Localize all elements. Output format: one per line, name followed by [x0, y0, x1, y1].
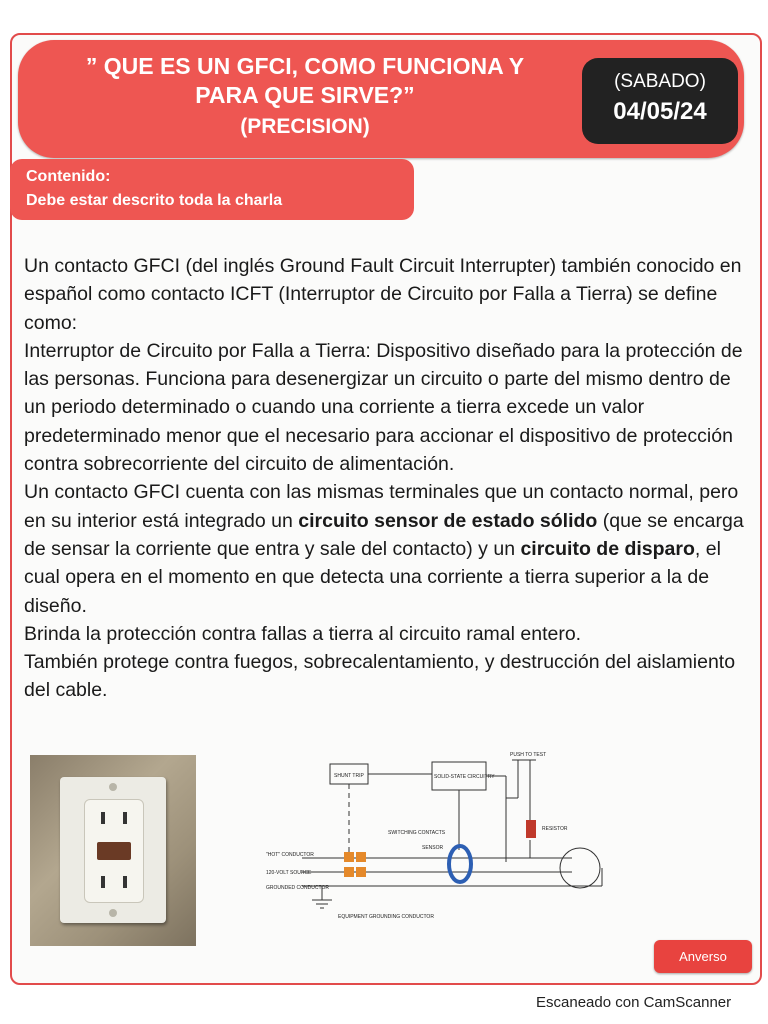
- label-push-to-test: PUSH TO TEST: [510, 752, 547, 758]
- title-subtitle: (PRECISION): [240, 115, 370, 138]
- scanner-watermark: Escaneado con CamScanner: [536, 994, 732, 1011]
- paragraph-1: Un contacto GFCI (del inglés Ground Fault Circuit Interrupter) también conocido en español como contacto ICFT (Interruptor de Circuito por Falla a Tierra) se define como:: [24, 255, 742, 334]
- receptacle-icon: [560, 848, 600, 888]
- label-equipment-grounding: EQUIPMENT GROUNDING CONDUCTOR: [338, 914, 434, 920]
- paragraph-3: [24, 478, 754, 619]
- anverso-badge: Anverso: [654, 940, 752, 973]
- screw-icon: [109, 783, 117, 791]
- switching-contact-icon: [356, 852, 366, 862]
- gfci-circuit-diagram: [262, 750, 622, 932]
- switching-contact-icon: [344, 852, 354, 862]
- gfci-outlet: [84, 799, 144, 903]
- label-sensor: SENSOR: [422, 845, 444, 851]
- page-title: [40, 52, 570, 141]
- content-banner: [10, 159, 414, 220]
- paragraph-3-text-a: Un contacto GFCI cuenta con las mismas terminales que un contacto normal, pero en su interior está integrado un: [24, 481, 739, 532]
- paragraph-3-text-c: , el cual opera en el momento en que detecta una corriente a tierra superior a la de diseño.: [24, 537, 721, 617]
- label-resistor: RESISTOR: [542, 826, 568, 832]
- switching-contact-icon: [344, 867, 354, 877]
- date-day: (SABADO): [614, 71, 706, 92]
- content-heading: Contenido:: [26, 168, 111, 185]
- date-badge: [582, 58, 738, 144]
- paragraph-4: Brinda la protección contra fallas a tierra al circuito ramal entero.: [24, 622, 582, 645]
- test-button: [97, 842, 131, 860]
- title-line-2: PARA QUE SIRVE?”: [195, 82, 415, 108]
- outlet-slot: [123, 812, 127, 824]
- label-source: 120-VOLT SOURCE: [266, 870, 312, 876]
- label-solid-state: SOLID-STATE CIRCUITRY: [434, 774, 495, 780]
- switching-contact-icon: [356, 867, 366, 877]
- outlet-slot: [101, 812, 105, 824]
- body-text: [24, 252, 754, 705]
- outlet-slot: [101, 876, 105, 888]
- label-switching-contacts: SWITCHING CONTACTS: [388, 830, 446, 836]
- paragraph-3-bold-b: circuito de disparo: [520, 537, 695, 560]
- resistor-icon: [526, 820, 536, 838]
- content-note: Debe estar descrito toda la charla: [26, 192, 283, 209]
- title-line-1: ” QUE ES UN GFCI, COMO FUNCIONA Y: [85, 53, 525, 79]
- paragraph-3-text-b: (que se encarga de sensar la corriente que entra y sale del contacto) y un: [24, 509, 744, 560]
- paragraph-2: Interruptor de Circuito por Falla a Tierra: Dispositivo diseñado para la protección de las personas. Funciona para desenergizar un circuito o parte del mismo dentro de un periodo determinado o cuando una corriente a tierra excede un valor predeterminado menor que el necesario para accionar el dispositivo de protección contra sobrecorriente del circuito de alimentación.: [24, 339, 743, 476]
- label-shunt-trip: SHUNT TRIP: [334, 773, 364, 779]
- outlet-slot: [123, 876, 127, 888]
- label-hot-conductor: "HOT" CONDUCTOR: [266, 852, 314, 858]
- paragraph-3-bold-a: circuito sensor de estado sólido: [298, 509, 598, 532]
- sensor-coil-icon: [449, 846, 471, 882]
- date-value: 04/05/24: [613, 98, 707, 125]
- screw-icon: [109, 909, 117, 917]
- label-grounded-conductor: GROUNDED CONDUCTOR: [266, 885, 329, 891]
- wall-plate: [60, 777, 166, 923]
- paragraph-5: También protege contra fuegos, sobrecalentamiento, y destrucción del aislamiento del cable.: [24, 651, 736, 702]
- gfci-outlet-photo: [30, 755, 196, 946]
